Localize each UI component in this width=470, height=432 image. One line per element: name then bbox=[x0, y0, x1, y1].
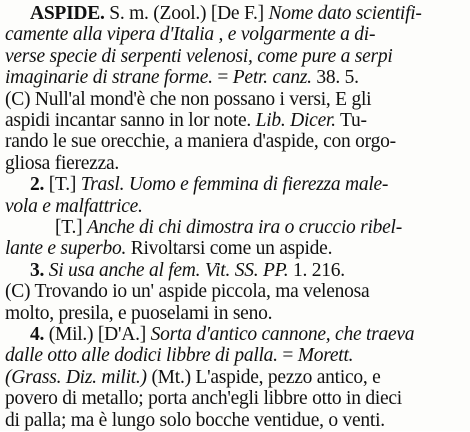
entry-text-segment: = bbox=[212, 67, 233, 89]
entry-text-segment: Sorta d'antico cannone, che traeva bbox=[150, 324, 415, 345]
entry-line bbox=[5, 238, 463, 260]
entry-line bbox=[5, 67, 463, 89]
entry-line bbox=[5, 110, 463, 132]
entry-text-segment: rando le sue orecchie, a maniera d'aspide, con orgo- bbox=[5, 131, 396, 153]
entry-text-segment: (C) Trovando io un' aspide piccola, ma velenosa bbox=[5, 281, 370, 303]
entry-text-segment: Anche di chi dimostra ira o cruccio ribel- bbox=[86, 217, 402, 238]
entry-text-segment: [T.] bbox=[44, 174, 81, 196]
entry-line bbox=[5, 345, 463, 367]
entry-line bbox=[5, 410, 463, 432]
entry-line bbox=[30, 324, 463, 346]
entry-text-segment: gliosa fierezza. bbox=[5, 152, 120, 174]
entry-text-segment: (Mil.) [D'A.] bbox=[44, 324, 151, 345]
entry-line bbox=[30, 3, 463, 25]
entry-text-segment: Lib. Dicer. bbox=[255, 110, 336, 131]
entry-text-segment: (Grass. Diz. milit.) bbox=[5, 366, 147, 388]
entry-text-segment: Petr. canz. bbox=[232, 67, 312, 89]
entry-text-segment: di palla; ma è lungo solo bocche ventidue, o venti. bbox=[5, 409, 385, 431]
entry-line bbox=[5, 131, 463, 153]
entry-line bbox=[5, 196, 463, 218]
entry-text-segment: Tu- bbox=[335, 110, 367, 131]
entry-line bbox=[5, 89, 463, 111]
entry-text-segment: [T.] bbox=[55, 217, 87, 238]
entry-text-segment: imaginarie di strane forme. bbox=[5, 67, 213, 89]
entry-line bbox=[5, 46, 463, 68]
entry-line bbox=[5, 281, 463, 303]
entry-text-segment: ASPIDE. bbox=[30, 3, 105, 24]
entry-text-segment: Morett. bbox=[297, 345, 354, 367]
entry-text-segment: (Mt.) L'aspide, pezzo antico, e bbox=[146, 366, 381, 388]
entry-text-segment: 1. 216. bbox=[288, 259, 345, 281]
entry-text-segment: dalle otto alle dodici libbre di palla. bbox=[5, 345, 278, 367]
entry-line bbox=[5, 367, 463, 389]
entry-text-segment: Nome dato scientifi- bbox=[268, 3, 422, 24]
entry-line bbox=[5, 24, 463, 46]
entry-text-segment: verse specie di serpenti velenosi, come pure a serpi bbox=[5, 45, 393, 67]
entry-line bbox=[30, 260, 463, 282]
entry-text-segment: S. m. (Zool.) [De F.] bbox=[104, 3, 269, 24]
entry-text-segment: aspidi incantar sanno in lor note. bbox=[5, 110, 256, 131]
entry-line bbox=[55, 217, 463, 239]
entry-text-segment: molto, presila, e puoselami in seno. bbox=[5, 302, 273, 324]
entry-line bbox=[5, 153, 463, 175]
entry-text-segment: 2. bbox=[30, 174, 45, 196]
entry-text-segment: (C) Null'al mond'è che non possano i versi, E gli bbox=[5, 88, 372, 110]
entry-line bbox=[30, 174, 463, 196]
entry-line bbox=[5, 388, 463, 410]
entry-text-segment: = bbox=[277, 345, 298, 367]
entry-text-segment: povero di metallo; porta anch'egli libbre otto in dieci bbox=[5, 388, 402, 410]
entry-text-segment: Si usa anche al fem. Vit. SS. PP. bbox=[48, 259, 289, 281]
entry-line bbox=[5, 303, 463, 325]
entry-text-segment: vola e malfattrice. bbox=[5, 195, 143, 217]
entry-text-segment: 4. bbox=[30, 324, 45, 345]
entry-text-segment: 38. 5. bbox=[311, 67, 359, 89]
entry-text-segment: Trasl. Uomo e femmina di fierezza male- bbox=[80, 174, 389, 196]
entry-text-segment: camente alla vipera d'Italia , e volgarmente a di- bbox=[5, 24, 376, 46]
entry-text-segment: 3. bbox=[30, 259, 45, 281]
entry-text-segment: Rivoltarsi come un aspide. bbox=[126, 238, 333, 260]
entry-text-segment: lante e superbo. bbox=[5, 238, 127, 260]
